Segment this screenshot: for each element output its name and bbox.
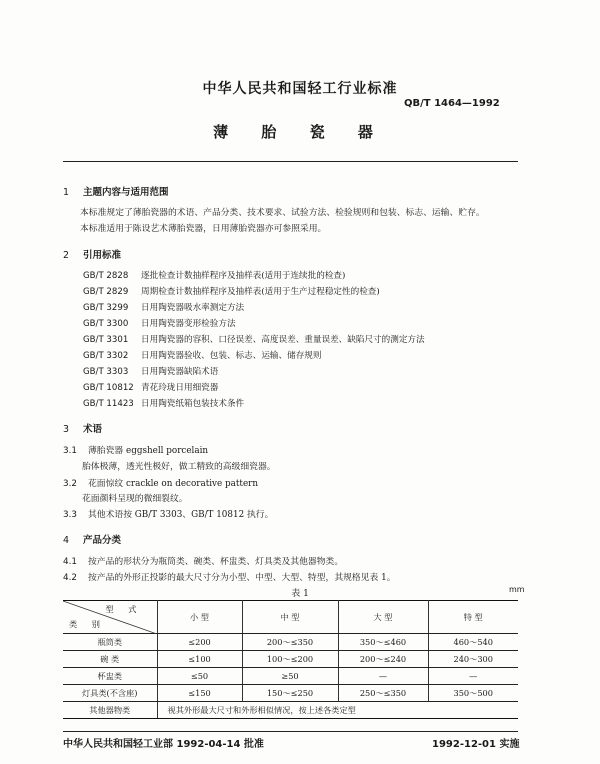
value-cell: ≤50	[157, 668, 242, 685]
reference-code: GB/T 11423	[83, 399, 134, 409]
reference-code: GB/T 3300	[83, 319, 129, 329]
reference-item	[83, 269, 345, 281]
category-cell: 灯具类(不含座)	[63, 685, 157, 702]
term-3-1-number: 3.1	[63, 446, 77, 456]
standard-code: QB/T 1464—1992	[404, 98, 500, 109]
value-cell: 200～≤240	[338, 651, 428, 668]
value-cell: ≥50	[242, 668, 338, 685]
reference-title: 青花玲珑日用细瓷器	[141, 383, 219, 393]
reference-title: 逐批检查计数抽样程序及抽样表(适用于连续批的检查)	[141, 271, 346, 281]
clause-4-1-text: 按产品的形状分为瓶筒类、碗类、杯盅类、灯具类及其他器物类。	[88, 557, 344, 567]
value-cell: 150～≤250	[242, 685, 338, 702]
term-3-3	[63, 507, 273, 520]
section-4-heading	[63, 532, 121, 546]
term-3-2-heading	[63, 476, 258, 489]
header-type-label: 型 式	[105, 604, 143, 614]
bottom-rule	[63, 731, 518, 732]
value-cell: ≤200	[157, 634, 242, 651]
value-cell: —	[428, 668, 518, 685]
table-row	[63, 634, 518, 651]
term-3-3-text: 其他术语按 GB/T 3303、GB/T 10812 执行。	[88, 510, 274, 520]
value-cell: 350～≤460	[338, 634, 428, 651]
section-2-number: 2	[63, 250, 70, 261]
section-3-heading	[63, 421, 102, 435]
term-3-3-number: 3.3	[63, 510, 77, 520]
merged-note-cell: 视其外形最大尺寸和外形相似情况，按上述各类定型	[157, 702, 518, 719]
value-cell: 250～≤350	[338, 685, 428, 702]
table-row	[63, 668, 518, 685]
standard-name: 中华人民共和国轻工行业标准	[202, 81, 398, 97]
reference-title: 日用陶瓷器的容积、口径误差、高度误差、重量误差、缺陷尺寸的测定方法	[141, 335, 425, 345]
size-spec-table	[63, 600, 518, 719]
reference-title: 日用陶瓷器缺陷术语	[141, 367, 219, 377]
reference-item	[83, 381, 218, 393]
reference-code: GB/T 2829	[83, 287, 129, 297]
column-header: 特 型	[428, 601, 518, 634]
value-cell: ≤100	[157, 651, 242, 668]
term-3-1-name: 薄胎瓷器 eggshell porcelain	[88, 446, 209, 456]
section-1-heading	[63, 184, 169, 198]
reference-code: GB/T 10812	[83, 383, 134, 393]
effective-date: 1992-12-01 实施	[432, 739, 520, 750]
reference-code: GB/T 3299	[83, 303, 129, 313]
term-3-1-definition: 胎体极薄，透光性极好，做工精致的高级细瓷器。	[82, 462, 276, 472]
table-header-row	[63, 601, 518, 634]
reference-item	[83, 317, 236, 329]
clause-4-1	[63, 554, 343, 567]
reference-code: GB/T 2828	[83, 271, 129, 281]
value-cell: —	[338, 668, 428, 685]
table-row	[63, 685, 518, 702]
document-title: 薄 胎 瓷 器	[213, 123, 387, 141]
clause-4-2-text: 按产品的外形正投影的最大尺寸分为小型、中型、大型、特型，其规格见表 1。	[88, 573, 396, 583]
term-3-2-definition: 花面颜料呈现的微细裂纹。	[82, 494, 188, 504]
clause-4-1-number: 4.1	[63, 557, 77, 567]
reference-title: 日用陶瓷器吸水率测定方法	[141, 303, 245, 313]
section-1-para-2: 本标准适用于陈设艺术薄胎瓷器，日用薄胎瓷器亦可参照采用。	[80, 224, 327, 234]
reference-title: 日用陶瓷器变形检验方法	[141, 319, 236, 329]
value-cell: 240～300	[428, 651, 518, 668]
section-1-para-1: 本标准规定了薄胎瓷器的术语、产品分类、技术要求、试验方法、检验规则和包装、标志、运输、贮存。	[80, 208, 485, 218]
section-3-title: 术语	[83, 424, 103, 435]
section-1-title: 主题内容与适用范围	[83, 187, 169, 198]
column-header: 大 型	[338, 601, 428, 634]
term-3-2-name: 花面惊纹 crackle on decorative pattern	[88, 479, 259, 489]
reference-item	[83, 397, 244, 409]
section-1-number: 1	[63, 187, 70, 198]
column-header: 中 型	[242, 601, 338, 634]
reference-title: 日用陶瓷器验收、包装、标志、运输、储存规则	[141, 351, 322, 361]
section-2-heading	[63, 247, 121, 261]
table-caption: 表 1	[291, 589, 309, 599]
clause-4-2	[63, 570, 396, 583]
header-category-label: 类 别	[69, 619, 106, 629]
section-4-title: 产品分类	[83, 535, 122, 546]
value-cell: ≤150	[157, 685, 242, 702]
reference-code: GB/T 3303	[83, 367, 129, 377]
diagonal-header-cell	[63, 601, 157, 634]
category-cell: 瓶筒类	[63, 634, 157, 651]
value-cell: 200～≤350	[242, 634, 338, 651]
reference-item	[83, 285, 380, 297]
value-cell: 350～500	[428, 685, 518, 702]
reference-title: 日用陶瓷纸箱包装技术条件	[141, 399, 245, 409]
section-3-number: 3	[63, 424, 70, 435]
table-unit: mm	[509, 585, 525, 594]
table-row	[63, 702, 518, 719]
category-cell: 碗 类	[63, 651, 157, 668]
section-4-number: 4	[63, 535, 70, 546]
top-rule	[63, 161, 518, 162]
reference-code: GB/T 3302	[83, 351, 129, 361]
clause-4-2-number: 4.2	[63, 573, 77, 583]
reference-item	[83, 333, 425, 345]
term-3-2-number: 3.2	[63, 479, 77, 489]
table-row	[63, 651, 518, 668]
approval-statement: 中华人民共和国轻工业部 1992-04-14 批准	[63, 739, 264, 750]
value-cell: 460～540	[428, 634, 518, 651]
reference-title: 周期检查计数抽样程序及抽样表(适用于生产过程稳定性的检查)	[141, 287, 380, 297]
column-header: 小 型	[157, 601, 242, 634]
section-2-title: 引用标准	[83, 250, 122, 261]
reference-item	[83, 301, 244, 313]
reference-item	[83, 365, 218, 377]
category-cell: 其他器物类	[63, 702, 157, 719]
reference-item	[83, 349, 321, 361]
term-3-1-heading	[63, 443, 208, 456]
reference-code: GB/T 3301	[83, 335, 129, 345]
category-cell: 杯盅类	[63, 668, 157, 685]
value-cell: 100～≤200	[242, 651, 338, 668]
